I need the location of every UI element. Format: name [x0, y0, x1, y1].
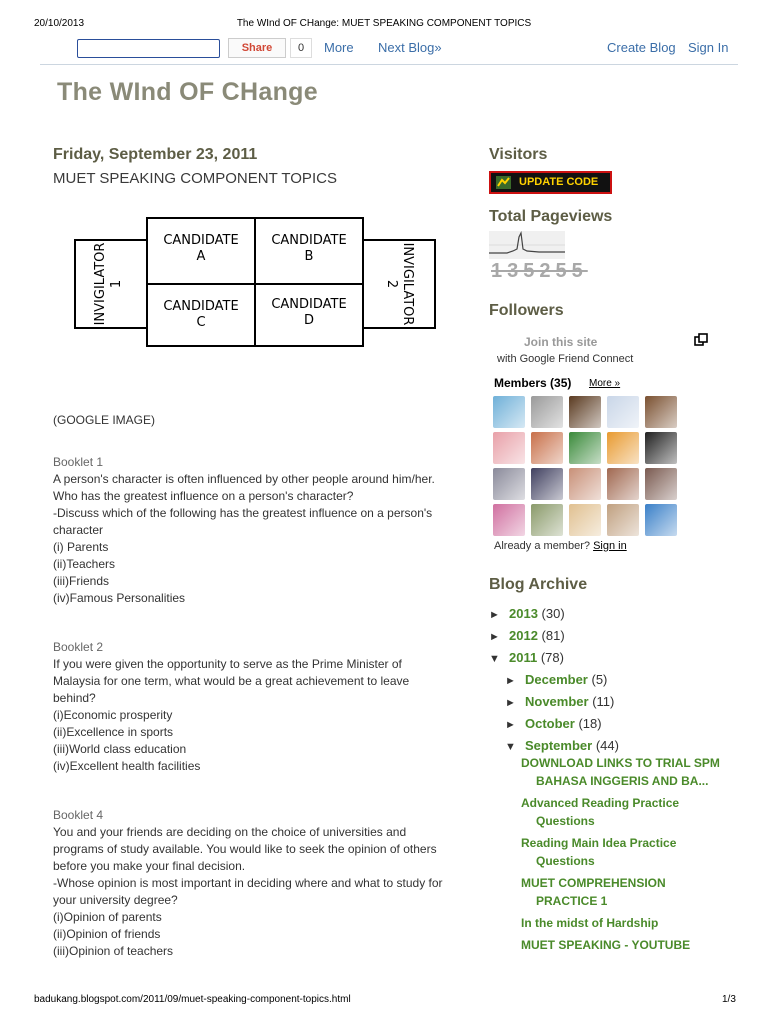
members-more-link[interactable]: More » [589, 378, 621, 389]
booklet-line: A person's character is often influenced by other people around him/her. Who has the greatest influence on a person's character? [53, 472, 435, 503]
archive-link[interactable]: October [525, 716, 575, 731]
member-avatar[interactable] [493, 504, 525, 536]
booklet-line: (i) Parents [53, 540, 109, 554]
gfc-label: with Google Friend Connect [497, 353, 634, 365]
share-count: 0 [290, 38, 312, 58]
sign-in-link-sidebar[interactable]: Sign in [593, 540, 627, 552]
archive-post-link[interactable]: Reading Main Idea Practice Questions [521, 836, 677, 868]
booklet-line: (iv)Excellent health facilities [53, 759, 201, 773]
member-avatar[interactable] [531, 396, 563, 428]
member-avatar[interactable] [607, 396, 639, 428]
pageviews-heading: Total Pageviews [489, 208, 613, 225]
diagram-cell-b-line2: B [304, 249, 314, 264]
post-title[interactable]: MUET SPEAKING COMPONENT TOPICS [53, 170, 337, 187]
booklet-line: If you were given the opportunity to serve as the Prime Minister of Malaysia for one term, what would be a great achievement to leave behind? [53, 657, 410, 705]
diagram-cell-c-line2: C [196, 315, 206, 330]
archive-link[interactable]: 2011 [509, 650, 538, 665]
visitors-heading: Visitors [489, 146, 548, 163]
archive-year [489, 650, 564, 665]
next-blog-link[interactable]: Next Blog» [378, 40, 442, 55]
toggle-arrow-icon[interactable]: ▼ [489, 653, 500, 665]
print-header [0, 18, 768, 32]
member-avatar[interactable] [607, 468, 639, 500]
booklet-section [53, 807, 448, 960]
booklet-line: -Discuss which of the following has the greatest influence on a person's character [53, 506, 433, 537]
booklet-list [53, 454, 448, 960]
image-caption: (GOOGLE IMAGE) [53, 413, 156, 427]
print-date: 20/10/2013 [34, 18, 85, 29]
member-avatar[interactable] [531, 468, 563, 500]
diagram-invigilator-2-num: 2 [384, 279, 399, 289]
diagram-cell-c-line1: CANDIDATE [163, 299, 239, 314]
booklet-line: (iii)World class education [53, 742, 187, 756]
member-avatar[interactable] [607, 504, 639, 536]
booklet-line: (iv)Famous Personalities [53, 591, 186, 605]
archive-month [505, 738, 619, 753]
booklet-section [53, 454, 448, 607]
booklet-line: (iii)Opinion of teachers [53, 944, 174, 958]
member-avatar[interactable] [531, 504, 563, 536]
header-divider [40, 64, 738, 65]
member-avatar[interactable] [607, 432, 639, 464]
booklet-line: (i)Economic prosperity [53, 708, 173, 722]
booklet-heading: Booklet 4 [53, 808, 104, 822]
already-member-label: Already a member? [494, 540, 590, 552]
member-avatar[interactable] [645, 432, 677, 464]
toggle-arrow-icon[interactable]: ► [489, 631, 500, 643]
post-date: Friday, September 23, 2011 [53, 146, 258, 163]
diagram-cell-a-line2: A [196, 249, 206, 264]
search-input[interactable] [77, 39, 220, 58]
booklet-line: -Whose opinion is most important in deciding where and what to study for your university degree? [53, 876, 443, 907]
archive-post-link[interactable]: MUET SPEAKING - YOUTUBE [521, 938, 691, 952]
archive-post-link[interactable]: DOWNLOAD LINKS TO TRIAL SPM BAHASA INGGERIS AND BA... [521, 756, 720, 788]
member-avatar[interactable] [531, 432, 563, 464]
archive-heading: Blog Archive [489, 576, 588, 593]
booklet-heading: Booklet 2 [53, 640, 104, 654]
member-avatars [493, 396, 685, 536]
members-count: Members (35) [494, 376, 572, 390]
archive-link[interactable]: 2013 [509, 606, 538, 621]
member-avatar[interactable] [493, 396, 525, 428]
archive-post-link[interactable]: In the midst of Hardship [521, 916, 659, 930]
archive-link[interactable]: December [525, 672, 588, 687]
toggle-arrow-icon[interactable]: ► [489, 609, 500, 621]
sign-in-link[interactable]: Sign In [688, 40, 729, 55]
booklet-section [53, 639, 448, 775]
blog-title[interactable]: The WInd OF CHange [57, 78, 318, 106]
diagram-invigilator-1-num: 1 [109, 279, 124, 289]
diagram-invigilator-1: INVIGILATOR [93, 242, 108, 326]
toggle-arrow-icon[interactable]: ► [505, 675, 516, 687]
archive-count: (81) [541, 628, 565, 643]
pageviews-sparkline [489, 231, 565, 259]
member-avatar[interactable] [493, 432, 525, 464]
member-avatar[interactable] [569, 396, 601, 428]
diagram-cell-d-line1: CANDIDATE [271, 297, 347, 312]
archive-post-list [521, 754, 721, 958]
booklet-line: You and your friends are deciding on the choice of universities and programs of study available. You would like to seek the opinion of others before you make your final decision. [53, 825, 437, 873]
post-body [53, 412, 448, 992]
booklet-line: (iii)Friends [53, 574, 110, 588]
archive-count: (30) [541, 606, 565, 621]
share-button[interactable]: Share [228, 38, 286, 58]
member-avatar[interactable] [493, 468, 525, 500]
archive-link[interactable]: September [525, 738, 593, 753]
seating-diagram [74, 216, 438, 348]
booklet-line: (ii)Teachers [53, 557, 116, 571]
member-avatar[interactable] [569, 432, 601, 464]
popout-icon[interactable] [694, 333, 708, 347]
join-site-link[interactable]: Join this site [524, 335, 598, 349]
archive-count: (18) [578, 716, 602, 731]
archive-count: (11) [592, 694, 615, 709]
member-avatar[interactable] [645, 468, 677, 500]
print-url: badukang.blogspot.com/2011/09/muet-speaking-component-topics.html [34, 994, 351, 1005]
followers-heading: Followers [489, 302, 564, 319]
archive-count: (78) [540, 650, 564, 665]
member-avatar[interactable] [645, 504, 677, 536]
booklet-heading: Booklet 1 [53, 455, 104, 469]
diagram-cell-b-line1: CANDIDATE [271, 233, 347, 248]
archive-count: (5) [591, 672, 608, 687]
booklet-line: (ii)Excellence in sports [53, 725, 174, 739]
member-avatar[interactable] [645, 396, 677, 428]
archive-month [505, 694, 614, 709]
create-blog-link[interactable]: Create Blog [607, 40, 676, 55]
archive-year [489, 606, 565, 621]
archive-link[interactable]: 2012 [509, 628, 538, 643]
diagram-cell-a-line1: CANDIDATE [163, 233, 239, 248]
already-member [494, 540, 627, 552]
diagram-cell-d-line2: D [303, 313, 315, 328]
member-avatar[interactable] [569, 468, 601, 500]
print-title: The WInd OF CHange: MUET SPEAKING COMPONENT TOPICS [236, 18, 532, 29]
archive-year [489, 628, 565, 643]
more-link[interactable]: More [324, 40, 354, 55]
print-page-number: 1/3 [722, 994, 736, 1005]
archive-month [505, 672, 607, 687]
toggle-arrow-icon[interactable]: ► [505, 697, 516, 709]
update-icon [496, 176, 511, 189]
booklet-line: (ii)Opinion of friends [53, 927, 161, 941]
pageviews-count: 135255 [491, 260, 588, 282]
member-avatar[interactable] [569, 504, 601, 536]
toggle-arrow-icon[interactable]: ► [505, 719, 516, 731]
toggle-arrow-icon[interactable]: ▼ [505, 741, 516, 753]
update-code-button[interactable] [489, 171, 612, 194]
archive-post-link[interactable]: Advanced Reading Practice Questions [521, 796, 680, 828]
archive-count: (44) [595, 738, 619, 753]
diagram-invigilator-2: INVIGILATOR [400, 242, 415, 326]
update-code-label: UPDATE CODE [519, 176, 599, 188]
archive-month [505, 716, 602, 731]
blogger-navbar [0, 36, 768, 60]
booklet-line: (i)Opinion of parents [53, 910, 162, 924]
archive-link[interactable]: November [525, 694, 589, 709]
archive-post-link[interactable]: MUET COMPREHENSION PRACTICE 1 [521, 876, 666, 908]
